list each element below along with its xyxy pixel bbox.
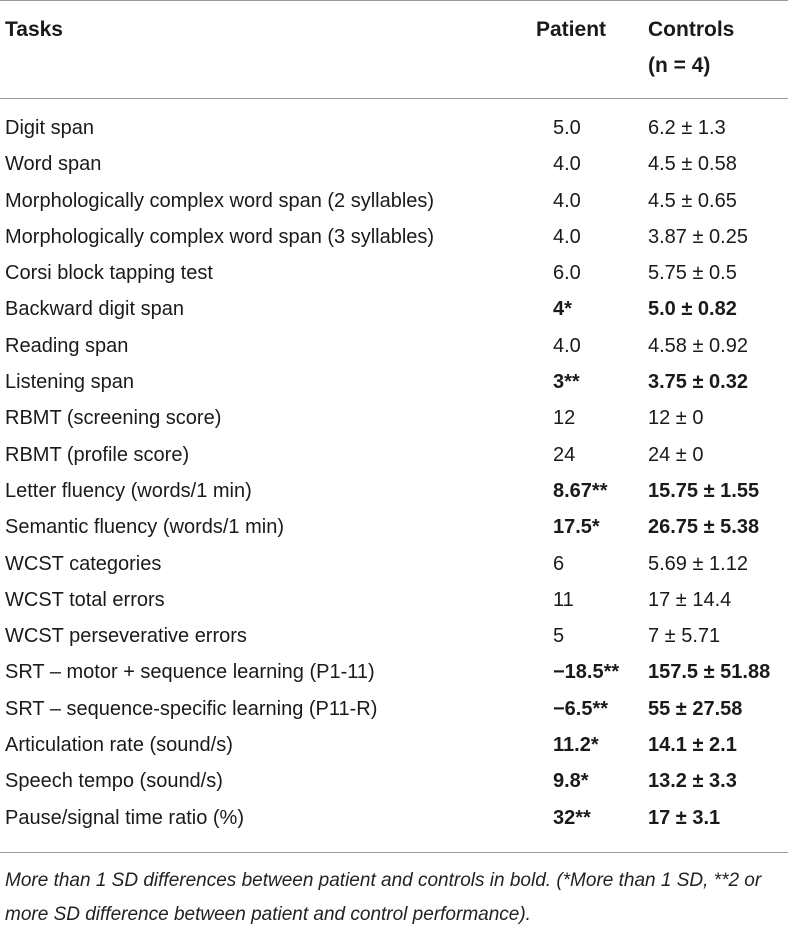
table-row <box>0 546 788 582</box>
controls-cell: 13.2 ± 3.3 <box>648 770 737 793</box>
table-row <box>0 618 788 654</box>
table-row <box>0 328 788 364</box>
controls-cell: 5.75 ± 0.5 <box>648 262 737 285</box>
patient-cell: 9.8* <box>553 770 589 793</box>
table-row <box>0 763 788 799</box>
controls-cell: 26.75 ± 5.38 <box>648 516 760 539</box>
task-cell: Pause/signal time ratio (%) <box>5 806 244 829</box>
task-cell: RBMT (profile score) <box>5 443 190 466</box>
patient-cell: 4.0 <box>553 225 581 248</box>
controls-cell: 14.1 ± 2.1 <box>648 734 737 757</box>
table-footnote: More than 1 SD differences between patient and controls in bold. (*More than 1 SD, **2 or more SD difference between patient and control performance). <box>5 870 762 925</box>
controls-cell: 55 ± 27.58 <box>648 697 743 720</box>
table-row <box>0 400 788 436</box>
task-cell: WCST total errors <box>5 588 165 611</box>
task-cell: SRT – motor + sequence learning (P1-11) <box>5 661 375 684</box>
table-row <box>0 183 788 219</box>
controls-cell: 7 ± 5.71 <box>648 625 721 648</box>
task-cell: SRT – sequence-specific learning (P11-R) <box>5 697 378 720</box>
patient-cell: 6 <box>553 552 565 575</box>
task-cell: Letter fluency (words/1 min) <box>5 479 252 502</box>
task-cell: Corsi block tapping test <box>5 262 213 285</box>
patient-cell: 32** <box>553 806 591 829</box>
patient-cell: 6.0 <box>553 262 581 285</box>
task-cell: WCST perseverative errors <box>5 625 247 648</box>
table-row <box>0 473 788 509</box>
task-cell: Listening span <box>5 371 134 394</box>
patient-cell: −18.5** <box>553 661 620 684</box>
patient-cell: 17.5* <box>553 516 600 539</box>
header-patient: Patient <box>536 18 607 41</box>
controls-cell: 4.5 ± 0.58 <box>648 153 737 176</box>
patient-cell: 24 <box>553 443 576 466</box>
patient-cell: 5 <box>553 625 565 648</box>
patient-cell: 12 <box>553 407 576 430</box>
task-cell: Morphologically complex word span (3 syllables) <box>5 225 435 248</box>
task-cell: Backward digit span <box>5 298 184 321</box>
table-row <box>0 255 788 291</box>
header-controls-n: (n = 4) <box>648 54 711 77</box>
table-body <box>0 110 788 836</box>
patient-cell: 8.67** <box>553 479 608 502</box>
header-rule <box>0 98 788 99</box>
patient-cell: 4.0 <box>553 189 581 212</box>
top-rule <box>0 0 788 1</box>
patient-cell: 5.0 <box>553 117 581 139</box>
table-row <box>0 219 788 255</box>
patient-cell: 11 <box>553 588 574 611</box>
table-row <box>0 727 788 763</box>
controls-cell: 12 ± 0 <box>648 407 704 430</box>
task-cell: Reading span <box>5 334 129 357</box>
patient-cell: −6.5** <box>553 697 609 720</box>
controls-cell: 17 ± 3.1 <box>648 806 721 829</box>
controls-cell: 4.5 ± 0.65 <box>648 189 737 212</box>
table-row <box>0 691 788 727</box>
table-row <box>0 291 788 327</box>
controls-cell: 3.87 ± 0.25 <box>648 225 748 248</box>
task-cell: Semantic fluency (words/1 min) <box>5 516 284 539</box>
task-cell: RBMT (screening score) <box>5 407 222 430</box>
patient-cell: 11.2* <box>553 734 599 757</box>
bottom-rule <box>0 852 788 853</box>
controls-cell: 15.75 ± 1.55 <box>648 479 760 502</box>
table-row <box>0 110 788 146</box>
task-cell: Digit span <box>5 117 94 139</box>
table-row <box>0 800 788 836</box>
patient-cell: 3** <box>553 371 580 394</box>
header-controls: Controls <box>648 18 735 41</box>
task-cell: Speech tempo (sound/s) <box>5 770 223 793</box>
patient-cell: 4.0 <box>553 334 581 357</box>
controls-cell: 3.75 ± 0.32 <box>648 371 748 394</box>
header-tasks: Tasks <box>5 18 63 41</box>
task-cell: Word span <box>5 153 102 176</box>
task-cell: Morphologically complex word span (2 syllables) <box>5 189 435 212</box>
table-row <box>0 364 788 400</box>
controls-cell: 5.0 ± 0.82 <box>648 298 737 321</box>
controls-cell: 17 ± 14.4 <box>648 588 732 611</box>
patient-cell: 4* <box>553 298 572 321</box>
controls-cell: 6.2 ± 1.3 <box>648 117 726 139</box>
controls-cell: 5.69 ± 1.12 <box>648 552 748 575</box>
controls-cell: 157.5 ± 51.88 <box>648 661 771 684</box>
table-row <box>0 509 788 545</box>
patient-cell: 4.0 <box>553 153 581 176</box>
task-cell: Articulation rate (sound/s) <box>5 734 233 757</box>
table-row <box>0 146 788 182</box>
controls-cell: 24 ± 0 <box>648 443 704 466</box>
controls-cell: 4.58 ± 0.92 <box>648 334 748 357</box>
table-row <box>0 654 788 690</box>
table-row <box>0 582 788 618</box>
table-row <box>0 437 788 473</box>
task-cell: WCST categories <box>5 552 162 575</box>
